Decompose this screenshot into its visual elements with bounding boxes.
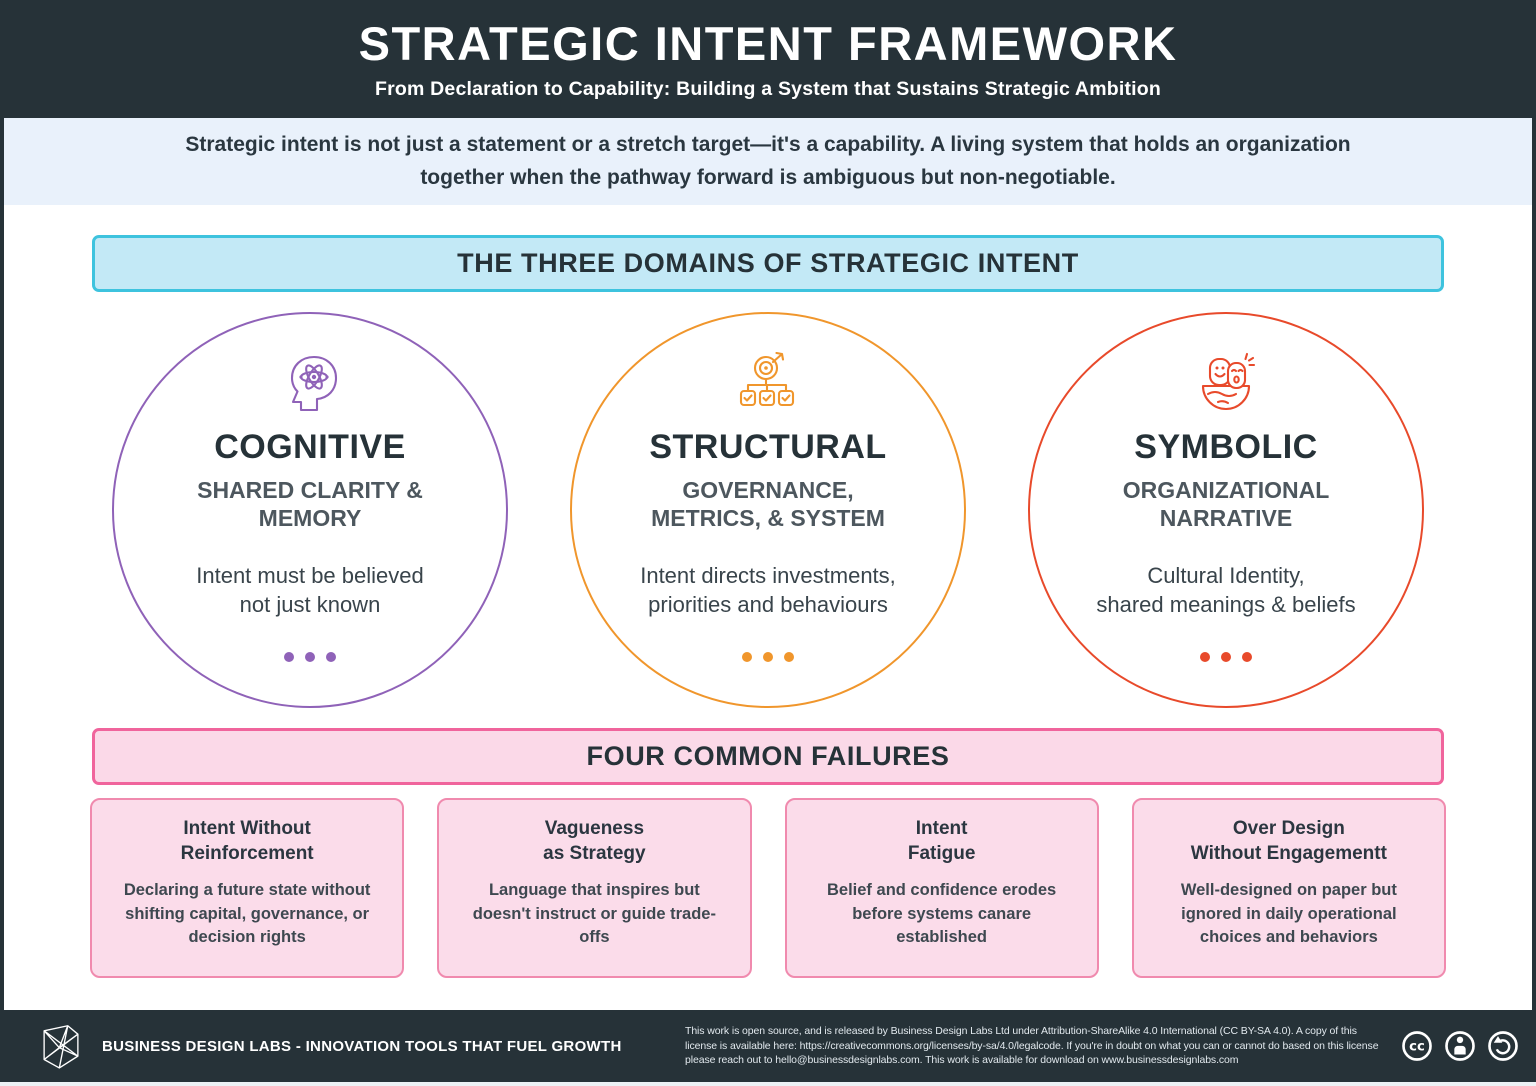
cc-sa-icon [1486,1029,1520,1063]
failure-card-intent-fatigue [785,798,1099,978]
domain-title: SYMBOLIC [1134,428,1318,466]
cc-icon [1400,1029,1434,1063]
svg-text:cc: cc [1409,1039,1425,1055]
domains-banner [92,235,1444,292]
cc-license-icons [1400,1029,1520,1063]
footer-brand-text: BUSINESS DESIGN LABS - INNOVATION TOOLS THAT FUEL GROWTH [102,1037,622,1055]
domain-circle-structural [570,312,966,708]
failure-description: Well-designed on paper but ignored in daily operational choices and behaviors [1180,881,1397,947]
intro-band [4,118,1532,205]
failure-description: Language that inspires but doesn't instruct or guide trade-offs [472,881,716,947]
failure-description: Declaring a future state without shifting capital, governance, or decision rights [123,881,371,947]
domain-subtitle: SHARED CLARITY & MEMORY [197,477,423,532]
domain-subtitle: GOVERNANCE, METRICS, & SYSTEM [651,477,885,532]
failure-card-intent-without-reinforcement [90,798,404,978]
failure-title: Intent Fatigue [907,818,976,864]
domain-description: Intent must be believed not just known [196,563,424,617]
failures-banner-label: FOUR COMMON FAILURES [586,741,950,771]
business-design-labs-logo-icon [34,1019,88,1073]
failure-card-vagueness-as-strategy [437,798,751,978]
bottom-edge-strip [0,1082,1536,1086]
domain-circles-row [112,312,1424,708]
failure-description: Belief and confidence erodes before systems canare established [827,881,1057,947]
domains-banner-label: THE THREE DOMAINS OF STRATEGIC INTENT [457,248,1079,278]
main-content [4,205,1532,1010]
domain-circle-cognitive [112,312,508,708]
failure-card-over-design [1132,798,1446,978]
masks-globe-icon [1194,352,1258,416]
intro-line-2: together when the pathway forward is ambiguous but non-negotiable. [420,165,1116,189]
license-text: This work is open source, and is released by Business Design Labs Ltd under Attribution-ShareAlike 4.0 International (CC BY-SA 4.0). A copy of this license is available here: https://creativecommons.org/licenses/by-sa/4.0/legalcode. If you're in doubt on what you can or cannot do based on this license please reach out to hello@businessdesignlabs.com. This work is available for download on www.businessdesignlabs.com [685,1024,1379,1067]
head-atom-icon [278,352,342,416]
page-subtitle: From Declaration to Capability: Building a System that Sustains Strategic Ambition [374,78,1162,100]
ellipsis-dots [742,652,794,662]
failure-title: Over Design Without Engagementt [1190,818,1387,864]
footer [0,1010,1536,1082]
target-checklist-icon [736,352,800,416]
header [0,0,1536,118]
failures-banner [92,728,1444,785]
domain-description: Cultural Identity, shared meanings & beliefs [1096,563,1356,617]
failure-title: Intent Without Reinforcement [180,818,314,864]
failure-cards-row [90,798,1446,978]
failure-title: Vagueness as Strategy [543,818,646,864]
ellipsis-dots [1200,652,1252,662]
cc-by-icon [1443,1029,1477,1063]
ellipsis-dots [284,652,336,662]
page-title: STRATEGIC INTENT FRAMEWORK [358,17,1178,70]
domain-title: STRUCTURAL [649,428,887,466]
intro-line-1: Strategic intent is not just a statement or a stretch target—it's a capability. A living system that holds an organization [185,132,1351,156]
domain-description: Intent directs investments, priorities and behaviours [640,563,896,617]
domain-title: COGNITIVE [214,428,406,466]
domain-subtitle: ORGANIZATIONAL NARRATIVE [1122,477,1330,532]
domain-circle-symbolic [1028,312,1424,708]
